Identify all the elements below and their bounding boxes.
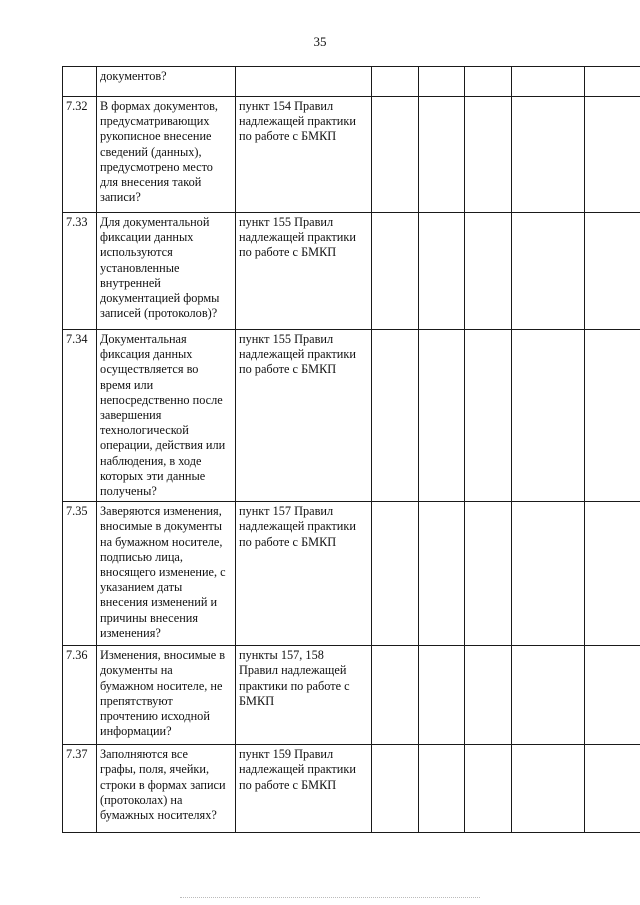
notes-cell <box>585 646 640 745</box>
answer-cell-no <box>419 97 465 213</box>
table-row <box>63 97 640 213</box>
answer-cell-yes <box>372 67 419 97</box>
answer-cell-extra <box>512 745 585 833</box>
table-row <box>63 745 640 833</box>
answer-cell-yes <box>372 330 419 502</box>
answer-cell-extra <box>512 646 585 745</box>
regulation-reference: пункт 154 Правил надлежащей практики по работе с БМКП <box>236 97 372 213</box>
answer-cell-no <box>419 330 465 502</box>
item-number: 7.34 <box>63 330 97 502</box>
table-row <box>63 67 640 97</box>
requirement-question: Изменения, вносимые в документы на бумажном носителе, не препятствуют прочтению исходной информации? <box>97 646 236 745</box>
requirement-question: Заверяются изменения, вносимые в документы на бумажном носителе, подписью лица, вносящего изменение, с указанием даты внесения изменений и причины внесения изменения? <box>97 502 236 646</box>
answer-cell-yes <box>372 502 419 646</box>
answer-cell-na <box>465 213 512 330</box>
table-row <box>63 330 640 502</box>
answer-cell-extra <box>512 213 585 330</box>
answer-cell-extra <box>512 67 585 97</box>
answer-cell-na <box>465 97 512 213</box>
item-number: 7.32 <box>63 97 97 213</box>
answer-cell-no <box>419 213 465 330</box>
requirement-question: Для документальной фиксации данных используются установленные внутренней документацией формы записей (протоколов)? <box>97 213 236 330</box>
answer-cell-extra <box>512 502 585 646</box>
table-row <box>63 502 640 646</box>
regulation-reference: пункт 157 Правил надлежащей практики по работе с БМКП <box>236 502 372 646</box>
notes-cell <box>585 67 640 97</box>
answer-cell-na <box>465 67 512 97</box>
notes-cell <box>585 745 640 833</box>
answer-cell-no <box>419 646 465 745</box>
answer-cell-yes <box>372 213 419 330</box>
answer-cell-yes <box>372 745 419 833</box>
answer-cell-no <box>419 502 465 646</box>
answer-cell-no <box>419 745 465 833</box>
requirement-question: Документальная фиксация данных осуществляется во время или непосредственно после завершения технологической операции, действия или наблюдения, в ходе которых эти данные получены? <box>97 330 236 502</box>
notes-cell <box>585 213 640 330</box>
checklist-table <box>62 66 640 833</box>
requirement-question: документов? <box>97 67 236 97</box>
notes-cell <box>585 330 640 502</box>
item-number: 7.33 <box>63 213 97 330</box>
answer-cell-na <box>465 330 512 502</box>
notes-cell <box>585 97 640 213</box>
requirement-question: Заполняются все графы, поля, ячейки, строки в формах записи (протоколах) на бумажных носителях? <box>97 745 236 833</box>
notes-cell <box>585 502 640 646</box>
answer-cell-na <box>465 646 512 745</box>
regulation-reference: пункт 155 Правил надлежащей практики по работе с БМКП <box>236 330 372 502</box>
table-row <box>63 213 640 330</box>
item-number <box>63 67 97 97</box>
regulation-reference: пункт 159 Правил надлежащей практики по работе с БМКП <box>236 745 372 833</box>
answer-cell-na <box>465 745 512 833</box>
requirement-question: В формах документов, предусматривающих рукописное внесение сведений (данных), предусмотрено место для внесения такой записи? <box>97 97 236 213</box>
regulation-reference <box>236 67 372 97</box>
scan-artifact-line <box>180 897 480 899</box>
regulation-reference: пункты 157, 158 Правил надлежащей практики по работе с БМКП <box>236 646 372 745</box>
answer-cell-na <box>465 502 512 646</box>
answer-cell-no <box>419 67 465 97</box>
page-number: 35 <box>313 34 327 49</box>
item-number: 7.36 <box>63 646 97 745</box>
table-row <box>63 646 640 745</box>
item-number: 7.37 <box>63 745 97 833</box>
answer-cell-extra <box>512 97 585 213</box>
item-number: 7.35 <box>63 502 97 646</box>
answer-cell-yes <box>372 646 419 745</box>
regulation-reference: пункт 155 Правил надлежащей практики по работе с БМКП <box>236 213 372 330</box>
answer-cell-yes <box>372 97 419 213</box>
answer-cell-extra <box>512 330 585 502</box>
